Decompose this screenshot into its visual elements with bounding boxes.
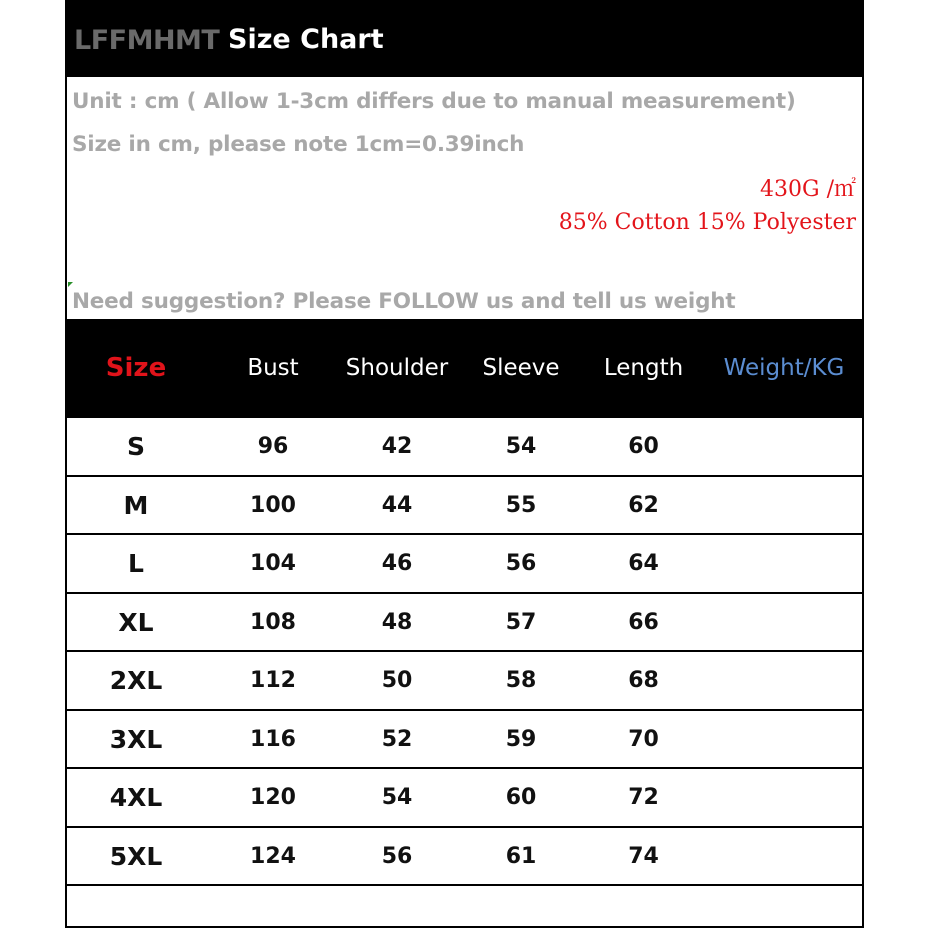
cell-size: XL xyxy=(118,607,154,637)
cell-weight xyxy=(706,535,862,593)
cell-shoulder: 50 xyxy=(381,668,413,693)
table-row xyxy=(67,828,862,887)
size-chart xyxy=(65,0,864,928)
cell-size: S xyxy=(126,432,145,461)
cell-sleeve: 57 xyxy=(505,609,537,635)
cell-size: 2XL xyxy=(109,666,163,695)
cell-bust: 124 xyxy=(250,843,296,869)
cell-shoulder: 54 xyxy=(381,785,413,810)
cell-weight xyxy=(706,418,862,476)
fabric-composition: 85% Cotton 15% Polyester xyxy=(558,210,856,235)
cell-sleeve: 60 xyxy=(505,785,537,810)
header-weight: Weight/KG xyxy=(723,355,845,381)
cell-weight xyxy=(706,477,862,535)
cell-sleeve: 58 xyxy=(505,668,537,693)
header-size: Size xyxy=(105,353,167,383)
table-row xyxy=(67,594,862,653)
cell-shoulder: 48 xyxy=(381,609,413,635)
fabric-weight: 430G /㎡ xyxy=(760,177,856,202)
cell-bust: 100 xyxy=(250,492,296,518)
cell-length: 74 xyxy=(628,843,659,869)
unit-note: Unit : cm ( Allow 1-3cm differs due to manual measurement) xyxy=(72,89,796,114)
cell-bust: 112 xyxy=(250,668,296,693)
cell-bust: 120 xyxy=(250,785,296,810)
header-length: Length xyxy=(603,355,684,381)
table-row-empty xyxy=(67,886,862,945)
title-bar xyxy=(67,0,862,77)
cell-sleeve: 55 xyxy=(505,492,537,518)
cell-size: 4XL xyxy=(109,783,163,812)
cell-weight xyxy=(706,652,862,710)
cell-weight xyxy=(706,769,862,827)
table-header xyxy=(67,319,862,418)
cell-sleeve: 54 xyxy=(505,434,537,459)
table-row xyxy=(67,769,862,828)
cell-sleeve: 56 xyxy=(505,551,537,576)
cell-length: 62 xyxy=(628,492,659,518)
cell-weight xyxy=(706,594,862,652)
chart-title: Size Chart xyxy=(228,24,384,55)
cell-weight xyxy=(706,828,862,886)
cell-length: 72 xyxy=(628,785,659,810)
cell-shoulder: 44 xyxy=(381,492,413,518)
header-sleeve: Sleeve xyxy=(482,355,560,381)
cell-bust: 116 xyxy=(250,726,296,752)
cell-bust: 108 xyxy=(250,609,296,635)
cell-sleeve: 59 xyxy=(505,726,537,752)
cell-length: 70 xyxy=(628,726,659,752)
table-row xyxy=(67,477,862,536)
cell-comment-mark xyxy=(68,282,73,287)
cell-size: M xyxy=(123,490,149,520)
cell-weight xyxy=(706,711,862,769)
header-shoulder: Shoulder xyxy=(345,355,449,381)
cell-length: 60 xyxy=(628,434,659,459)
cell-length: 66 xyxy=(628,609,659,635)
cell-shoulder: 56 xyxy=(381,843,413,869)
cell-shoulder: 46 xyxy=(381,551,413,576)
brand-name: LFFMHMT xyxy=(74,25,220,56)
cell-sleeve: 61 xyxy=(505,843,537,869)
table-row xyxy=(67,535,862,594)
suggestion-note: Need suggestion? Please FOLLOW us and tell us weight xyxy=(72,289,736,314)
cell-shoulder: 52 xyxy=(381,726,413,752)
cell-bust: 96 xyxy=(257,434,289,459)
conversion-note: Size in cm, please note 1cm=0.39inch xyxy=(72,132,525,157)
cell-shoulder: 42 xyxy=(381,434,413,459)
cell-length: 64 xyxy=(628,551,659,576)
cell-bust: 104 xyxy=(250,551,296,576)
table-row xyxy=(67,711,862,770)
table-row xyxy=(67,652,862,711)
cell-size: 3XL xyxy=(109,724,163,754)
cell-size: L xyxy=(128,549,144,578)
table-row xyxy=(67,418,862,477)
cell-size: 5XL xyxy=(109,841,163,871)
header-bust: Bust xyxy=(247,355,299,381)
cell-length: 68 xyxy=(628,668,659,693)
